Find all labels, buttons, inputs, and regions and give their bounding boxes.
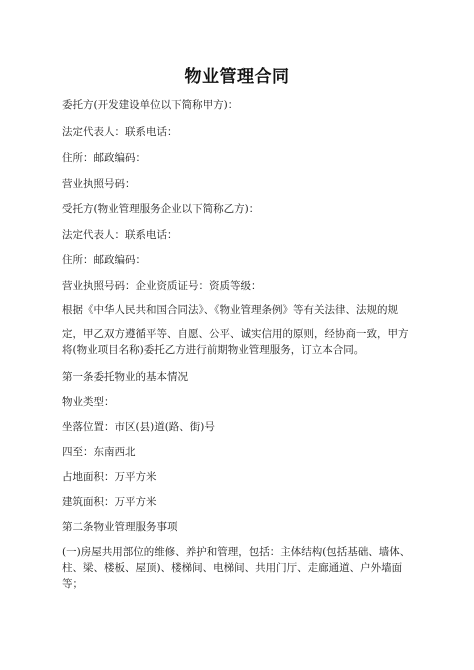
boundaries-line: 四至：东南西北: [62, 446, 136, 458]
article-two-heading: 第二条物业管理服务事项: [62, 521, 178, 533]
location-line: 坐落位置：市区(县)道(路、街)号: [62, 421, 215, 433]
preamble-paragraph: 定，甲乙双方遵循平等、自愿、公平、诚实信用的原则，经协商一致，甲方将(物业项目名称)委托乙方进行前期物业管理服务，订立本合同。: [62, 328, 409, 356]
land-area-line: 占地面积：万平方米: [62, 471, 157, 483]
contractor-address-line: 住所：邮政编码：: [62, 254, 146, 266]
client-party-line: 委托方(开发建设单位以下简称甲方)：: [62, 99, 239, 111]
contractor-license-line: 营业执照号码：企业资质证号：资质等级：: [62, 280, 262, 292]
building-area-line: 建筑面积：万平方米: [62, 496, 157, 508]
contractor-legal-rep-line: 法定代表人：联系电话：: [62, 229, 178, 241]
preamble-line: 根据《中华人民共和国合同法》、《物业管理条例》等有关法律、法规的规: [62, 304, 398, 316]
client-legal-rep-line: 法定代表人：联系电话：: [62, 126, 178, 138]
client-license-line: 营业执照号码：: [62, 178, 136, 190]
maintenance-item-paragraph: (一)房屋共用部位的维修、养护和管理，包括：主体结构(包括基础、墙体、柱、梁、楼板、屋顶)、楼梯间、电梯间、共用门厅、走廊通道、户外墙面等；: [62, 546, 411, 590]
article-one-heading: 第一条委托物业的基本情况: [62, 371, 188, 383]
contractor-party-line: 受托方(物业管理服务企业以下简称乙方)：: [62, 203, 260, 215]
client-address-line: 住所：邮政编码：: [62, 152, 146, 164]
property-type-line: 物业类型：: [62, 396, 115, 408]
document-title: 物业管理合同: [184, 67, 290, 87]
